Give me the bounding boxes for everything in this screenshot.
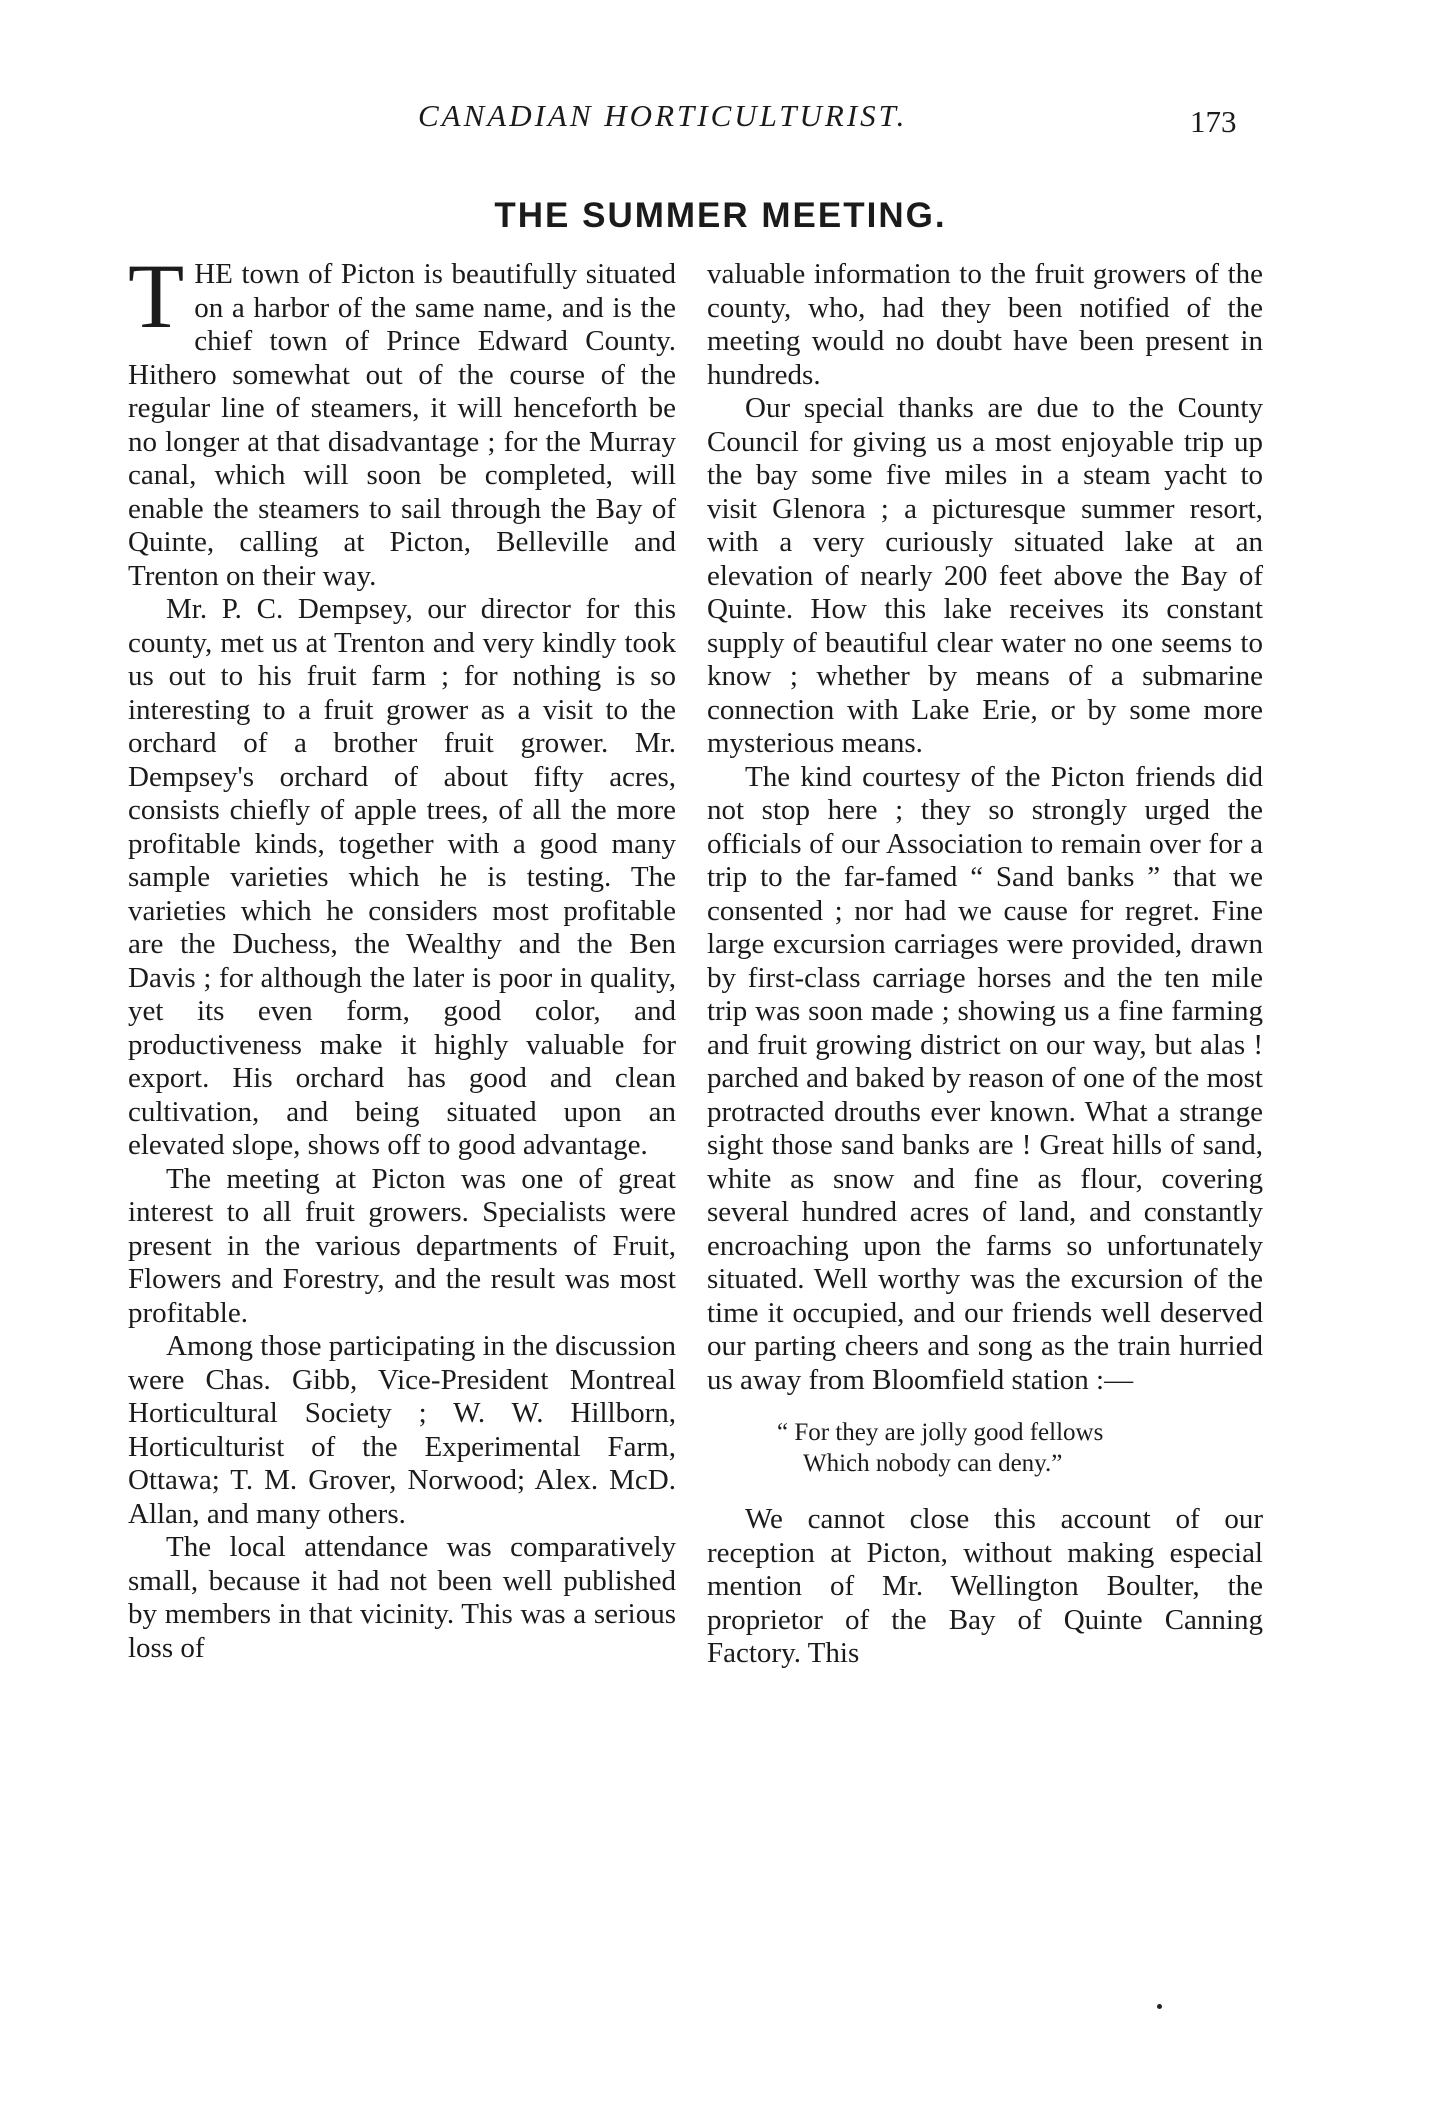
paragraph-9: We cannot close this account of our reception at Picton, without making especial mention of Mr. Wellington Boulter, the proprietor of the Bay of Quinte Canning Factory. This [707,1503,1263,1669]
running-head-title: CANADIAN HORTICULTURIST. [418,98,908,133]
paragraph-1 [128,245,676,593]
ink-speck [1157,2004,1162,2009]
paragraph-7: Our special thanks are due to the County Council for giving us a most enjoyable trip up the bay some five miles in a steam yacht to visit Glenora ; a picturesque summer resort, with a very curiously situated lake at an elevation of nearly 200 feet above the Bay of Quinte. How this lake receives its constant supply of beautiful clear water no one seems to know ; whether by means of a submarine connection with Lake Erie, or by some more mysterious means. [707,392,1263,759]
paragraph-2: Mr. P. C. Dempsey, our director for this county, met us at Trenton and very kindly took us out to his fruit farm ; for nothing is so interesting to a fruit grower as a visit to the orchard of a brother fruit grower. Mr. Dempsey's orchard of about fifty acres, consists chiefly of apple trees, of all the more profitable kinds, together with a good many sample varieties which he is testing. The varieties which he considers most profitable are the Duchess, the Wealthy and the Ben Davis ; for although the later is poor in quality, yet its even form, good color, and productiveness make it highly valuable for export. His orchard has good and clean cultivation, and being situated upon an elevated slope, shows off to good advantage. [128,593,676,1161]
paragraph-1-text: HE town of Picton is beautifully situated on a harbor of the same name, and is the chief town of Prince Edward County. Hithero somewhat out of the course of the regular line of steamers, it will henceforth be no longer at that disadvantage ; for the Murray canal, which will soon be completed, will enable the steamers to sail through the Bay of Quinte, calling at Picton, Belleville and Trenton on their way. [128,258,676,592]
right-column [707,258,1263,1671]
song-line-1: “ For they are jolly good fellows [777,1419,1104,1446]
drop-cap: T [128,245,185,347]
paragraph-5: The local attendance was comparatively small, because it had not been well published by members in that vicinity. This was a serious loss of [128,1531,676,1664]
paragraph-4: Among those participating in the discussion were Chas. Gibb, Vice-President Montreal Horticultural Society ; W. W. Hillborn, Horticulturist of the Experimental Farm, Ottawa; T. M. Grover, Norwood; Alex. McD. Allan, and many others. [128,1330,676,1530]
page-number: 173 [1190,104,1237,139]
song-quote [707,1417,1263,1479]
paragraph-6: valuable information to the fruit growers of the county, who, had they been notified of the meeting would no doubt have been present in hundreds. [707,258,1263,391]
song-line-2: Which nobody can deny.” [803,1450,1063,1477]
paragraph-8: The kind courtesy of the Picton friends did not stop here ; they so strongly urged the officials of our Association to remain over for a trip to the far-famed “ Sand banks ” that we consented ; nor had we cause for regret. Fine large excursion carriages were provided, drawn by first-class carriage horses and the ten mile trip was soon made ; showing us a fine farming and fruit growing district on our way, but alas ! parched and baked by reason of one of the most protracted drouths ever known. What a strange sight those sand banks are ! Great hills of sand, white as snow and fine as flour, covering several hundred acres of land, and constantly encroaching upon the farms so unfortunately situated. Well worthy was the excursion of the time it occupied, and our friends well deserved our parting cheers and song as the train hurried us away from Bloomfield station :— [707,760,1263,1396]
paragraph-3: The meeting at Picton was one of great interest to all fruit growers. Specialists were present in the various departments of Fruit, Flowers and Forestry, and the result was most profitable. [128,1162,676,1329]
left-column [128,245,676,1665]
article-title: THE SUMMER MEETING. [494,196,947,235]
